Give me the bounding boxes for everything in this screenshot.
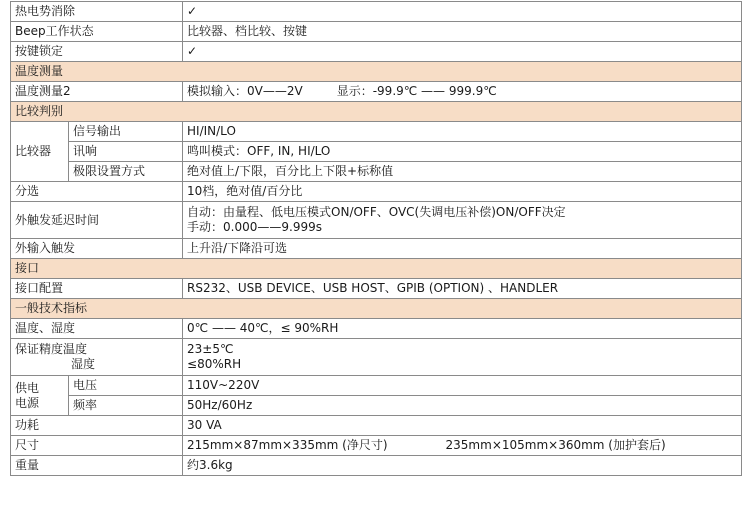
row-value: 鸣叫模式：OFF, IN, HI/LO <box>183 142 742 162</box>
section-title: 接口 <box>11 259 742 279</box>
row-label: 温度、湿度 <box>11 319 183 339</box>
row-label: 重量 <box>11 456 183 476</box>
table-row <box>11 22 742 42</box>
sub-label: 电压 <box>69 376 183 396</box>
table-row <box>11 279 742 299</box>
row-label: 热电势消除 <box>11 2 183 22</box>
row-value: 比较器、档比较、按键 <box>183 22 742 42</box>
section-header <box>11 102 742 122</box>
row-label <box>11 339 183 376</box>
row-value <box>183 82 742 102</box>
row-value: 上升沿/下降沿可选 <box>183 239 742 259</box>
section-header <box>11 299 742 319</box>
table-row <box>11 122 742 142</box>
group-label <box>11 376 69 416</box>
power-label-line2: 电源 <box>15 395 40 410</box>
cased-size-text: 235mm×105mm×360mm (加护套后) <box>445 438 666 452</box>
row-value <box>183 436 742 456</box>
row-label: Beep工作状态 <box>11 22 183 42</box>
section-title: 比较判别 <box>11 102 742 122</box>
checkmark-icon: ✓ <box>183 2 742 22</box>
row-value: 0℃ —— 40℃，≤ 90%RH <box>183 319 742 339</box>
table-row <box>11 162 742 182</box>
row-value: 110V~220V <box>183 376 742 396</box>
table-row <box>11 202 742 239</box>
power-label-line1: 供电 <box>15 380 40 395</box>
display-range-text: 显示：-99.9℃ —— 999.9℃ <box>336 84 497 98</box>
auto-delay-text: 自动：由量程、低电压模式ON/OFF、OVC(失调电压补偿)ON/OFF决定 <box>187 205 566 219</box>
row-label: 外触发延迟时间 <box>11 202 183 239</box>
table-row <box>11 2 742 22</box>
table-row <box>11 376 742 396</box>
analog-input-text: 模拟输入：0V——2V <box>187 84 303 98</box>
table-row <box>11 82 742 102</box>
accuracy-humidity-value: ≤80%RH <box>187 357 242 371</box>
row-value: 绝对值上/下限，百分比上下限+标称值 <box>183 162 742 182</box>
sub-label: 极限设置方式 <box>69 162 183 182</box>
accuracy-humidity-label: 湿度 <box>71 357 96 371</box>
spec-table <box>10 1 742 476</box>
row-value <box>183 202 742 239</box>
table-row <box>11 416 742 436</box>
section-header <box>11 259 742 279</box>
table-row <box>11 436 742 456</box>
table-row <box>11 142 742 162</box>
group-label: 比较器 <box>11 122 69 182</box>
checkmark-icon: ✓ <box>183 42 742 62</box>
row-value: 50Hz/60Hz <box>183 396 742 416</box>
sub-label: 频率 <box>69 396 183 416</box>
table-row <box>11 182 742 202</box>
accuracy-temp-label: 保证精度温度 <box>15 342 88 356</box>
row-value <box>183 339 742 376</box>
section-title: 一般技术指标 <box>11 299 742 319</box>
table-row <box>11 339 742 376</box>
row-value: RS232、USB DEVICE、USB HOST、GPIB (OPTION) 、HANDLER <box>183 279 742 299</box>
section-title: 温度测量 <box>11 62 742 82</box>
accuracy-temp-value: 23±5℃ <box>187 342 234 356</box>
table-row <box>11 42 742 62</box>
row-label: 外输入触发 <box>11 239 183 259</box>
manual-delay-text: 手动：0.000——9.999s <box>187 220 322 234</box>
sub-label: 讯响 <box>69 142 183 162</box>
row-label: 尺寸 <box>11 436 183 456</box>
row-label: 功耗 <box>11 416 183 436</box>
net-size-text: 215mm×87mm×335mm (净尺寸) <box>187 438 388 452</box>
row-label: 分选 <box>11 182 183 202</box>
sub-label: 信号输出 <box>69 122 183 142</box>
row-value: 约3.6kg <box>183 456 742 476</box>
row-value: HI/IN/LO <box>183 122 742 142</box>
row-value: 30 VA <box>183 416 742 436</box>
row-label: 接口配置 <box>11 279 183 299</box>
table-row <box>11 396 742 416</box>
table-row <box>11 239 742 259</box>
section-header <box>11 62 742 82</box>
row-value: 10档，绝对值/百分比 <box>183 182 742 202</box>
table-row <box>11 456 742 476</box>
table-row <box>11 319 742 339</box>
row-label: 温度测量2 <box>11 82 183 102</box>
row-label: 按键锁定 <box>11 42 183 62</box>
